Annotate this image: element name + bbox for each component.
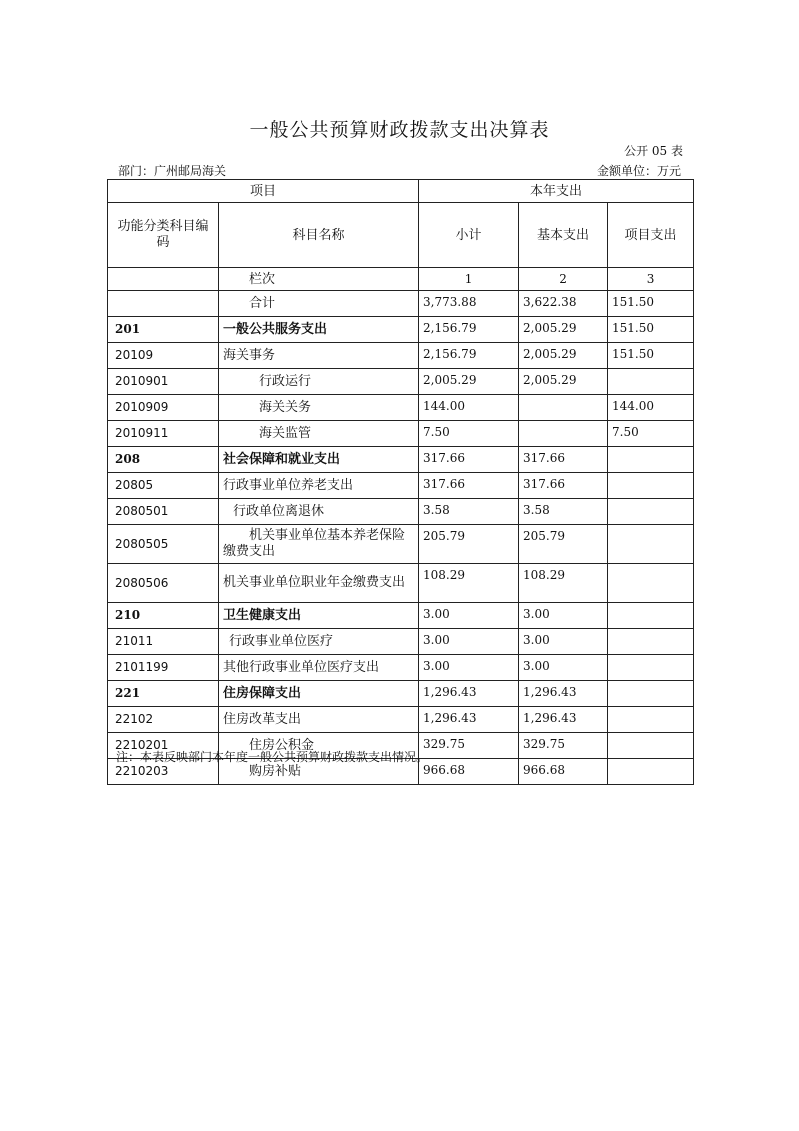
row-name: 购房补贴 [219, 759, 419, 785]
table-row [108, 395, 694, 421]
row-basic: 966.68 [519, 759, 608, 785]
column-number-3: 3 [608, 268, 694, 291]
table-row [108, 473, 694, 499]
row-name: 海关监管 [219, 421, 419, 447]
row-code: 210 [108, 603, 219, 629]
row-name: 行政运行 [219, 369, 419, 395]
row-code: 2010901 [108, 369, 219, 395]
table-row [108, 343, 694, 369]
table-row [108, 681, 694, 707]
table-row [108, 499, 694, 525]
row-project: 144.00 [608, 395, 694, 421]
total-row [108, 291, 694, 317]
row-basic: 2,005.29 [519, 369, 608, 395]
header-func-code: 功能分类科目编码 [108, 203, 219, 268]
page-title: 一般公共预算财政拨款支出决算表 [249, 119, 550, 141]
header-basic: 基本支出 [519, 203, 608, 268]
row-project [608, 759, 694, 785]
footnote: 注：本表反映部门本年度一般公共预算财政拨款支出情况。 [116, 750, 429, 764]
table-row [108, 447, 694, 473]
row-code: 2080506 [108, 564, 219, 603]
row-name: 住房保障支出 [219, 681, 419, 707]
column-number-row [108, 268, 694, 291]
row-code: 2080501 [108, 499, 219, 525]
row-basic: 329.75 [519, 733, 608, 759]
department-label: 部门：广州邮局海关 [118, 164, 227, 178]
expenditure-table [107, 179, 694, 785]
header-current-year: 本年支出 [419, 180, 694, 203]
table-row [108, 564, 694, 603]
row-name: 机关事业单位基本养老保险缴费支出 [219, 525, 419, 564]
row-basic: 3.00 [519, 655, 608, 681]
row-project [608, 707, 694, 733]
row-project: 151.50 [608, 317, 694, 343]
row-project [608, 681, 694, 707]
row-basic: 1,296.43 [519, 681, 608, 707]
table-row [108, 655, 694, 681]
row-basic [519, 421, 608, 447]
column-number-1: 1 [419, 268, 519, 291]
row-subtotal: 144.00 [419, 395, 519, 421]
row-basic: 1,296.43 [519, 707, 608, 733]
row-project [608, 369, 694, 395]
header-subtotal: 小计 [419, 203, 519, 268]
row-project [608, 603, 694, 629]
total-basic: 3,622.38 [519, 291, 608, 317]
row-code: 20805 [108, 473, 219, 499]
row-basic: 317.66 [519, 473, 608, 499]
row-subtotal: 2,005.29 [419, 369, 519, 395]
row-name: 住房改革支出 [219, 707, 419, 733]
row-subtotal: 317.66 [419, 447, 519, 473]
row-project [608, 629, 694, 655]
row-subtotal: 3.00 [419, 655, 519, 681]
row-code: 2210201 [108, 733, 219, 759]
row-code: 221 [108, 681, 219, 707]
row-basic: 3.00 [519, 603, 608, 629]
row-name: 社会保障和就业支出 [219, 447, 419, 473]
total-blank [108, 291, 219, 317]
table-row [108, 603, 694, 629]
row-subtotal: 3.00 [419, 629, 519, 655]
row-name: 行政单位离退休 [219, 499, 419, 525]
row-basic: 317.66 [519, 447, 608, 473]
row-name: 卫生健康支出 [219, 603, 419, 629]
column-number-label: 栏次 [219, 268, 419, 291]
row-name: 一般公共服务支出 [219, 317, 419, 343]
row-subtotal: 3.00 [419, 603, 519, 629]
header-subject-name: 科目名称 [219, 203, 419, 268]
row-code: 2010911 [108, 421, 219, 447]
row-code: 2080505 [108, 525, 219, 564]
row-name: 住房公积金 [219, 733, 419, 759]
row-project: 151.50 [608, 343, 694, 369]
row-basic: 2,005.29 [519, 317, 608, 343]
row-subtotal: 205.79 [419, 525, 519, 564]
row-code: 20109 [108, 343, 219, 369]
row-project [608, 525, 694, 564]
row-subtotal: 7.50 [419, 421, 519, 447]
total-label: 合计 [219, 291, 419, 317]
form-code: 公开 05 表 [624, 144, 683, 158]
row-name: 海关事务 [219, 343, 419, 369]
column-number-2: 2 [519, 268, 608, 291]
row-subtotal: 2,156.79 [419, 317, 519, 343]
row-subtotal: 1,296.43 [419, 707, 519, 733]
table-row [108, 629, 694, 655]
row-subtotal: 2,156.79 [419, 343, 519, 369]
header-row-2 [108, 203, 694, 268]
row-subtotal: 966.68 [419, 759, 519, 785]
header-project: 项目支出 [608, 203, 694, 268]
table-row [108, 707, 694, 733]
row-project [608, 564, 694, 603]
row-name: 行政事业单位养老支出 [219, 473, 419, 499]
row-code: 208 [108, 447, 219, 473]
row-subtotal: 3.58 [419, 499, 519, 525]
row-name: 海关关务 [219, 395, 419, 421]
header-item: 项目 [108, 180, 419, 203]
row-code: 2210203 [108, 759, 219, 785]
row-subtotal: 108.29 [419, 564, 519, 603]
row-code: 2010909 [108, 395, 219, 421]
row-basic [519, 395, 608, 421]
row-project [608, 447, 694, 473]
header-row-1 [108, 180, 694, 203]
unit-label: 金额单位：万元 [596, 164, 681, 178]
row-code: 2101199 [108, 655, 219, 681]
row-project [608, 733, 694, 759]
row-name: 机关事业单位职业年金缴费支出 [219, 564, 419, 603]
column-number-blank [108, 268, 219, 291]
row-project: 7.50 [608, 421, 694, 447]
row-code: 201 [108, 317, 219, 343]
row-basic: 2,005.29 [519, 343, 608, 369]
row-subtotal: 317.66 [419, 473, 519, 499]
row-name: 其他行政事业单位医疗支出 [219, 655, 419, 681]
row-basic: 205.79 [519, 525, 608, 564]
total-project: 151.50 [608, 291, 694, 317]
table-row [108, 317, 694, 343]
row-subtotal: 329.75 [419, 733, 519, 759]
row-code: 21011 [108, 629, 219, 655]
total-subtotal: 3,773.88 [419, 291, 519, 317]
row-project [608, 655, 694, 681]
row-name: 行政事业单位医疗 [219, 629, 419, 655]
table-row [108, 369, 694, 395]
row-code: 22102 [108, 707, 219, 733]
row-project [608, 499, 694, 525]
row-project [608, 473, 694, 499]
table-row [108, 421, 694, 447]
table-row [108, 525, 694, 564]
row-subtotal: 1,296.43 [419, 681, 519, 707]
row-basic: 108.29 [519, 564, 608, 603]
row-basic: 3.00 [519, 629, 608, 655]
row-basic: 3.58 [519, 499, 608, 525]
